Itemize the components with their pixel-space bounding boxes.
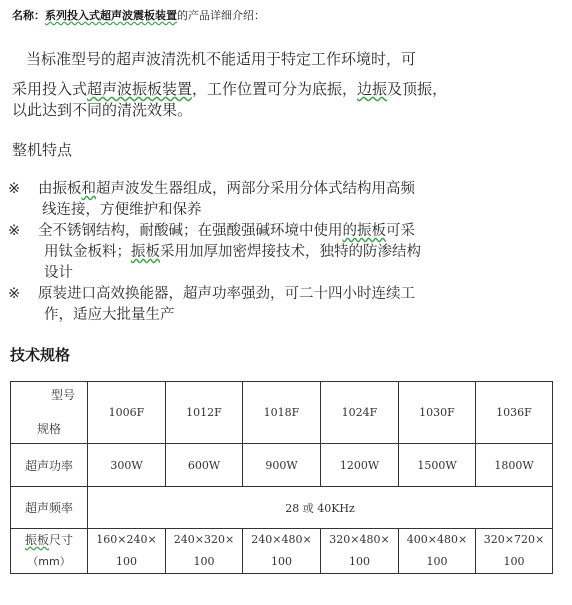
power-cell: 1800W <box>476 444 553 487</box>
paragraph-line-2: 采用投入式超声波振板装置，工作位置可分为底振，边振及顶振， <box>12 80 448 98</box>
model-cell: 1024F <box>321 382 399 444</box>
table-row-size <box>11 529 553 574</box>
power-cell: 600W <box>166 444 243 487</box>
size-cell: 320×720× 100 <box>476 529 553 574</box>
model-cell: 1012F <box>166 382 243 444</box>
size-cell: 320×480× 100 <box>321 529 399 574</box>
frequency-label: 超声频率 <box>11 487 88 529</box>
model-cell: 1030F <box>399 382 476 444</box>
intro-suffix: 的产品详细介绍： <box>177 9 265 22</box>
feature-mark: ※ <box>8 223 21 239</box>
product-intro <box>12 8 265 24</box>
power-cell: 1200W <box>321 444 399 487</box>
table-row-models <box>11 382 553 444</box>
feature-3-line-2: 作，适应大批量生产 <box>44 307 175 323</box>
paragraph-line-3: 以此达到不同的清洗效果。 <box>12 101 193 119</box>
spec-table <box>10 381 553 574</box>
size-cell: 400×480× 100 <box>399 529 476 574</box>
product-link-text: 超声波振板装置 <box>87 80 193 98</box>
feature-1: ※ 由振板和超声波发生器组成，两部分采用分体式结构用高频 <box>8 181 415 197</box>
spec-title: 技术规格 <box>10 346 71 364</box>
feature-3: ※ 原装进口高效换能器，超声功率强劲，可二十四小时连续工 <box>8 286 415 302</box>
size-cell: 240×480× 100 <box>243 529 321 574</box>
feature-2-line-2: 用钛金板料；振板采用加厚加密焊接技术，独特的防渗结构 <box>44 244 421 260</box>
spec-header: 规格 <box>37 422 62 436</box>
table-row-frequency <box>11 487 553 529</box>
power-label: 超声功率 <box>11 444 88 487</box>
section-title-features: 整机特点 <box>12 141 73 159</box>
paragraph-line-1: 当标准型号的超声波清洗机不能适用于特定工作环境时，可 <box>26 50 417 68</box>
power-cell: 1500W <box>399 444 476 487</box>
size-cell: 160×240× 100 <box>88 529 166 574</box>
feature-mark: ※ <box>8 181 21 197</box>
model-cell: 1018F <box>243 382 321 444</box>
power-cell: 300W <box>88 444 166 487</box>
table-corner-cell <box>11 382 88 444</box>
size-cell: 240×320× 100 <box>166 529 243 574</box>
product-name: 系列投入式超声波震板装置 <box>45 9 177 22</box>
power-cell: 900W <box>243 444 321 487</box>
table-row-power <box>11 444 553 487</box>
model-header: 型号 <box>50 388 75 402</box>
intro-label: 名称： <box>12 9 45 22</box>
feature-1-line-2: 线连接，方便维护和保养 <box>42 202 202 218</box>
frequency-cell: 28 或 40KHz <box>88 487 553 529</box>
feature-2-line-3: 设计 <box>44 265 73 281</box>
feature-mark: ※ <box>8 286 21 302</box>
model-cell: 1006F <box>88 382 166 444</box>
feature-2: ※ 全不锈钢结构，耐酸碱；在强酸强碱环境中使用的振板可采 <box>8 223 415 239</box>
size-label: 振板尺寸 （mm） <box>11 529 88 574</box>
edge-vibration-word: 边振 <box>357 80 388 98</box>
model-cell: 1036F <box>476 382 553 444</box>
